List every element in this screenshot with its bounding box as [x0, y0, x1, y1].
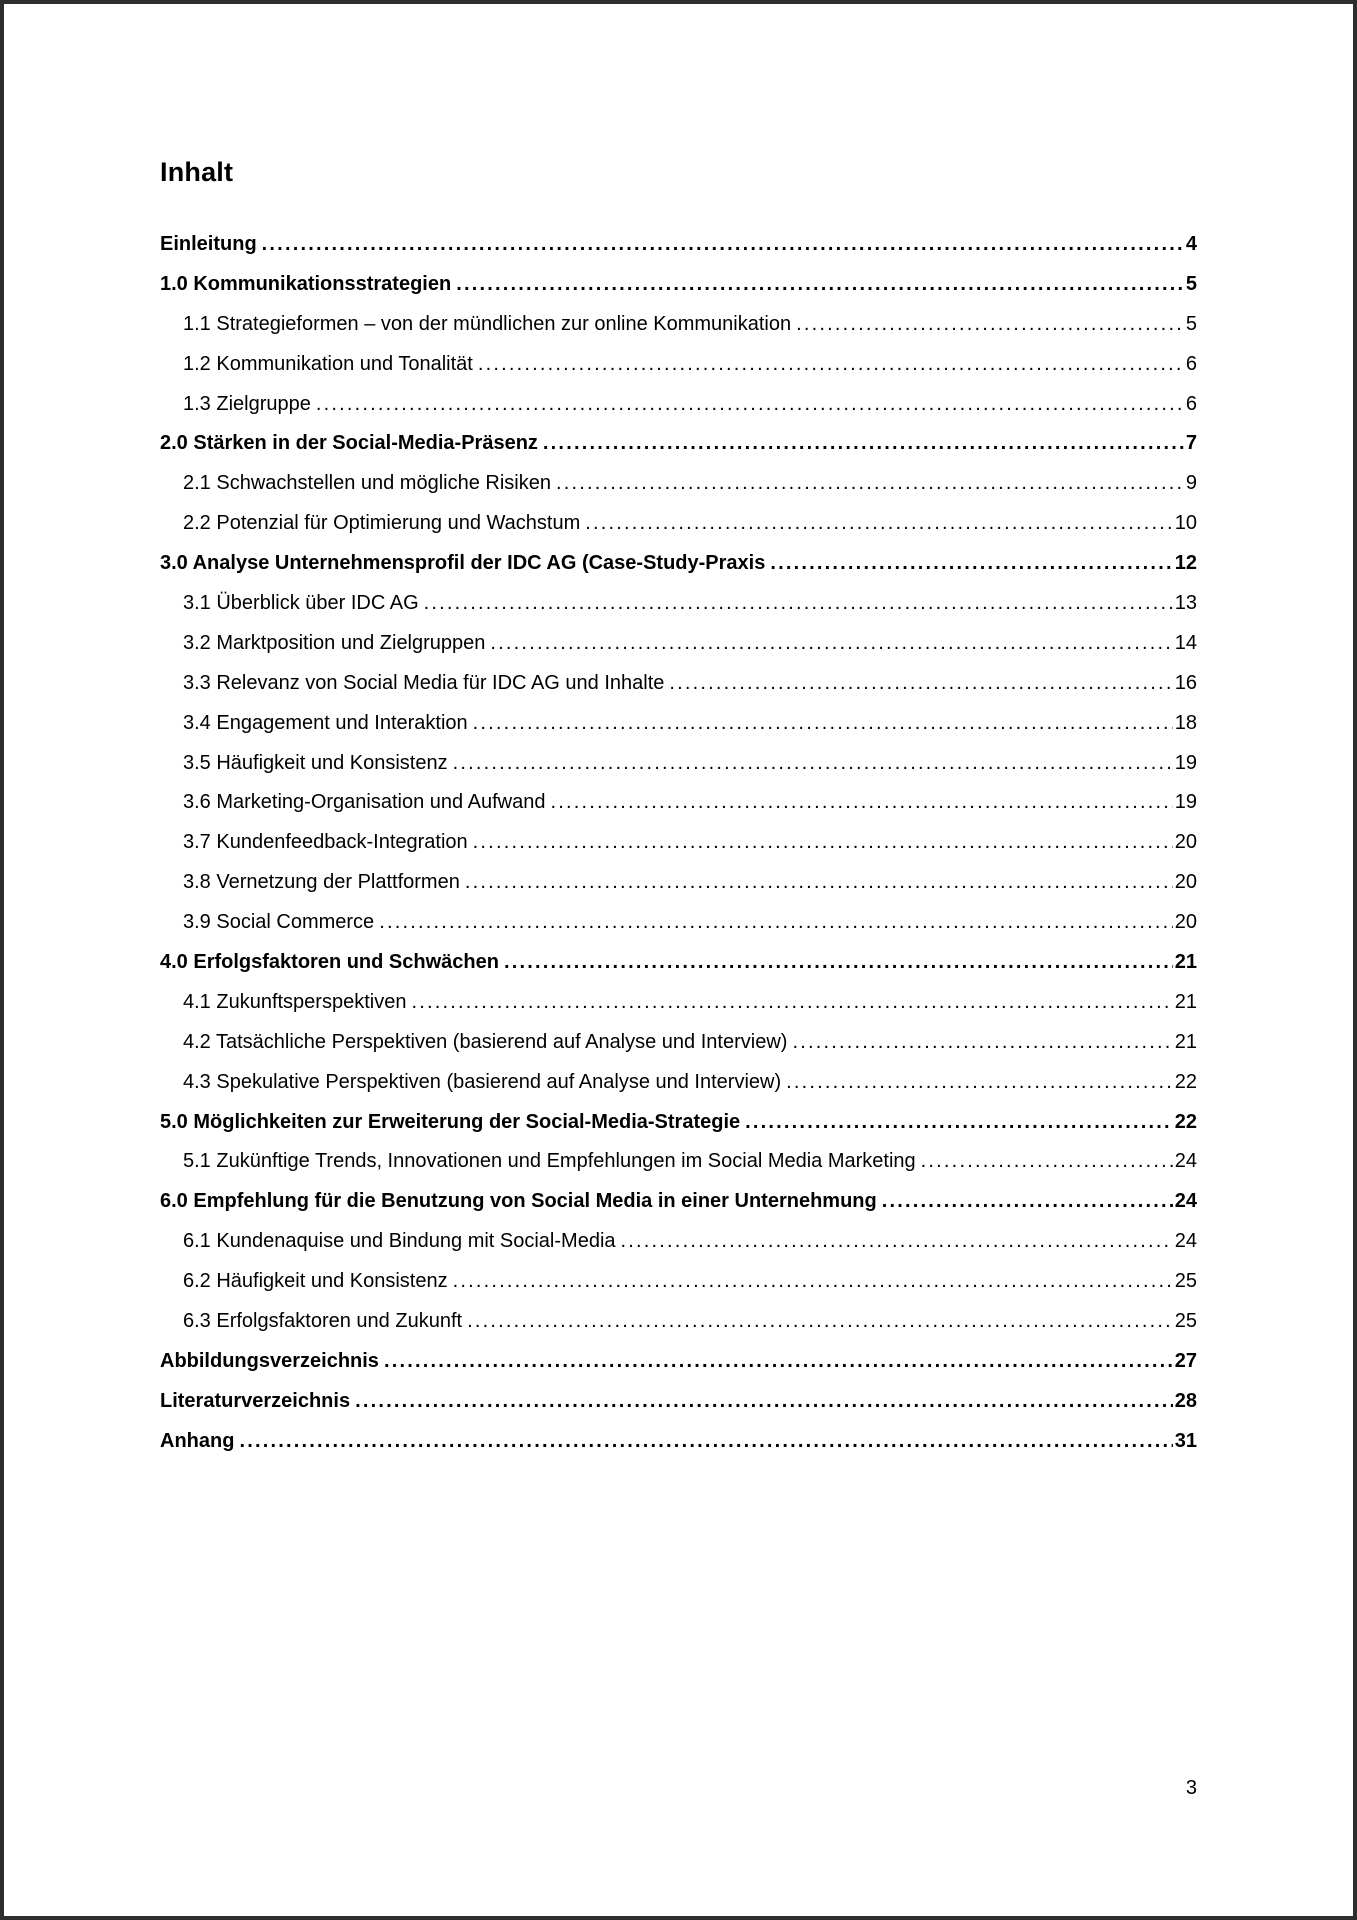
toc-entry-page: 19 [1174, 751, 1197, 774]
toc-entry [160, 424, 1197, 464]
toc-entry [160, 464, 1197, 504]
toc-leader-dots [460, 863, 1173, 903]
toc-entry [160, 1063, 1197, 1103]
toc-entry-page: 31 [1174, 1429, 1197, 1452]
toc-entry-label: Abbildungsverzeichnis [160, 1349, 379, 1372]
toc-entry [160, 943, 1197, 983]
toc-entry [160, 1142, 1197, 1182]
toc-leader-dots [311, 385, 1184, 425]
toc-entry-page: 10 [1174, 512, 1197, 535]
toc-entry [160, 983, 1197, 1023]
toc-entry-label: 3.3 Relevanz von Social Media für IDC AG und Inhalte [183, 671, 665, 694]
toc-leader-dots [616, 1222, 1173, 1262]
toc-entry [160, 624, 1197, 664]
toc-entry [160, 1342, 1197, 1382]
toc-entry-label: 2.2 Potenzial für Optimierung und Wachstum [183, 512, 581, 535]
toc-entry [160, 823, 1197, 863]
toc-entry-label: Einleitung [160, 233, 257, 255]
toc-entry-page: 19 [1174, 791, 1197, 814]
toc-entry-page: 5 [1185, 312, 1197, 335]
toc-leader-dots [473, 345, 1184, 385]
toc-entry [160, 544, 1197, 584]
toc-entry-label: 5.1 Zukünftige Trends, Innovationen und Empfehlungen im Social Media Marketing [183, 1150, 916, 1173]
toc-entry [160, 1103, 1197, 1143]
toc-entry [160, 1262, 1197, 1302]
toc-entry-label: 4.3 Spekulative Perspektiven (basierend auf Analyse und Interview) [183, 1070, 782, 1093]
toc-entry-page: 21 [1174, 990, 1197, 1013]
toc-leader-dots [257, 225, 1184, 265]
toc-entry [160, 265, 1197, 305]
toc-entry-page: 13 [1174, 592, 1197, 615]
toc-entry [160, 863, 1197, 903]
toc-leader-dots [538, 424, 1184, 464]
toc-entry [160, 664, 1197, 704]
toc-entry-label: 1.0 Kommunikationsstrategien [160, 272, 452, 295]
toc-entry-page: 27 [1174, 1349, 1197, 1372]
toc-entry-page: 6 [1185, 392, 1197, 415]
toc-entry-label: 3.9 Social Commerce [183, 911, 375, 934]
toc-leader-dots [234, 1422, 1172, 1462]
toc-entry-label: 2.0 Stärken in der Social-Media-Präsenz [160, 432, 538, 455]
toc-leader-dots [916, 1142, 1173, 1182]
toc-entry-label: 6.0 Empfehlung für die Benutzung von Social Media in einer Unternehmung [160, 1190, 877, 1213]
toc-entry [160, 1182, 1197, 1222]
toc-leader-dots [791, 305, 1184, 345]
toc-entry-label: 3.5 Häufigkeit und Konsistenz [183, 751, 448, 774]
toc-entry-label: 3.2 Marktposition und Zielgruppen [183, 631, 486, 654]
toc-leader-dots [551, 464, 1184, 504]
toc-entry-label: 4.1 Zukunftsperspektiven [183, 990, 407, 1013]
toc-leader-dots [499, 943, 1173, 983]
toc-entry-label: Literaturverzeichnis [160, 1389, 351, 1412]
toc-entry [160, 1382, 1197, 1422]
toc-entry-label: 3.7 Kundenfeedback-Integration [183, 831, 468, 854]
toc-entry-label: 1.1 Strategieformen – von der mündlichen zur online Kommunikation [183, 312, 792, 335]
toc-leader-dots [765, 544, 1172, 584]
toc-leader-dots [468, 823, 1173, 863]
toc-leader-dots [740, 1103, 1173, 1143]
toc-entry-page: 24 [1174, 1150, 1197, 1173]
table-of-contents [160, 225, 1197, 1462]
toc-entry-page: 5 [1185, 272, 1197, 295]
toc-entry-label: 2.1 Schwachstellen und mögliche Risiken [183, 472, 551, 495]
toc-entry-page: 7 [1185, 432, 1197, 455]
toc-entry-page: 16 [1174, 671, 1197, 694]
toc-entry-label: 3.1 Überblick über IDC AG [183, 592, 419, 615]
toc-entry [160, 704, 1197, 744]
toc-leader-dots [787, 1023, 1172, 1063]
toc-entry [160, 345, 1197, 385]
toc-entry-label: 6.2 Häufigkeit und Konsistenz [183, 1270, 448, 1293]
toc-entry-label: 1.2 Kommunikation und Tonalität [183, 352, 473, 375]
toc-leader-dots [374, 903, 1173, 943]
toc-entry-page: 28 [1174, 1389, 1197, 1412]
toc-entry [160, 385, 1197, 425]
toc-leader-dots [462, 1302, 1173, 1342]
toc-entry [160, 504, 1197, 544]
toc-entry [160, 903, 1197, 943]
toc-leader-dots [468, 704, 1173, 744]
toc-entry-page: 18 [1174, 711, 1197, 734]
toc-entry-label: 4.0 Erfolgsfaktoren und Schwächen [160, 951, 499, 974]
toc-entry-label: 1.3 Zielgruppe [183, 392, 311, 415]
toc-entry-label: 6.3 Erfolgsfaktoren und Zukunft [183, 1310, 463, 1333]
toc-entry-page: 22 [1174, 1070, 1197, 1093]
toc-leader-dots [664, 664, 1172, 704]
toc-entry-page: 14 [1174, 631, 1197, 654]
toc-entry [160, 584, 1197, 624]
toc-entry-page: 25 [1174, 1310, 1197, 1333]
toc-entry [160, 1422, 1197, 1462]
toc-entry-label: 4.2 Tatsächliche Perspektiven (basierend auf Analyse und Interview) [183, 1030, 788, 1053]
toc-entry [160, 1222, 1197, 1262]
toc-entry [160, 1023, 1197, 1063]
toc-entry-page: 21 [1174, 951, 1197, 974]
toc-leader-dots [580, 504, 1173, 544]
toc-entry-page: 22 [1174, 1110, 1197, 1133]
toc-entry-page: 25 [1174, 1270, 1197, 1293]
toc-entry [160, 305, 1197, 345]
toc-leader-dots [379, 1342, 1173, 1382]
toc-entry-label: 5.0 Möglichkeiten zur Erweiterung der Social-Media-Strategie [160, 1110, 741, 1133]
toc-entry [160, 744, 1197, 784]
toc-leader-dots [448, 744, 1173, 784]
toc-entry-label: Anhang [160, 1429, 235, 1452]
toc-entry-label: 3.6 Marketing-Organisation und Aufwand [183, 791, 546, 814]
toc-leader-dots [448, 1262, 1173, 1302]
toc-entry-label: 3.0 Analyse Unternehmensprofil der IDC AG (Case-Study-Praxis [160, 552, 766, 575]
toc-entry [160, 1302, 1197, 1342]
toc-entry-page: 6 [1185, 352, 1197, 375]
toc-entry-page: 24 [1174, 1190, 1197, 1213]
toc-leader-dots [877, 1182, 1173, 1222]
toc-leader-dots [350, 1382, 1173, 1422]
toc-entry-page: 20 [1174, 831, 1197, 854]
toc-leader-dots [781, 1063, 1173, 1103]
toc-entry-page: 20 [1174, 911, 1197, 934]
toc-entry-page: 12 [1174, 552, 1197, 575]
toc-entry-page: 4 [1185, 233, 1197, 255]
toc-entry-label: 3.4 Engagement und Interaktion [183, 711, 468, 734]
toc-leader-dots [545, 783, 1172, 823]
toc-leader-dots [485, 624, 1172, 664]
toc-entry-page: 24 [1174, 1230, 1197, 1253]
page-title: Inhalt [160, 157, 234, 187]
toc-leader-dots [419, 584, 1173, 624]
toc-entry-page: 21 [1174, 1030, 1197, 1053]
toc-entry [160, 783, 1197, 823]
toc-leader-dots [406, 983, 1172, 1023]
toc-entry-page: 20 [1174, 871, 1197, 894]
toc-entry-page: 9 [1185, 472, 1197, 495]
toc-entry-label: 3.8 Vernetzung der Plattformen [183, 871, 460, 894]
toc-leader-dots [451, 265, 1184, 305]
footer-page-number: 3 [1185, 1777, 1197, 1799]
toc-entry-label: 6.1 Kundenaquise und Bindung mit Social-Media [183, 1230, 616, 1253]
toc-entry [160, 225, 1197, 265]
